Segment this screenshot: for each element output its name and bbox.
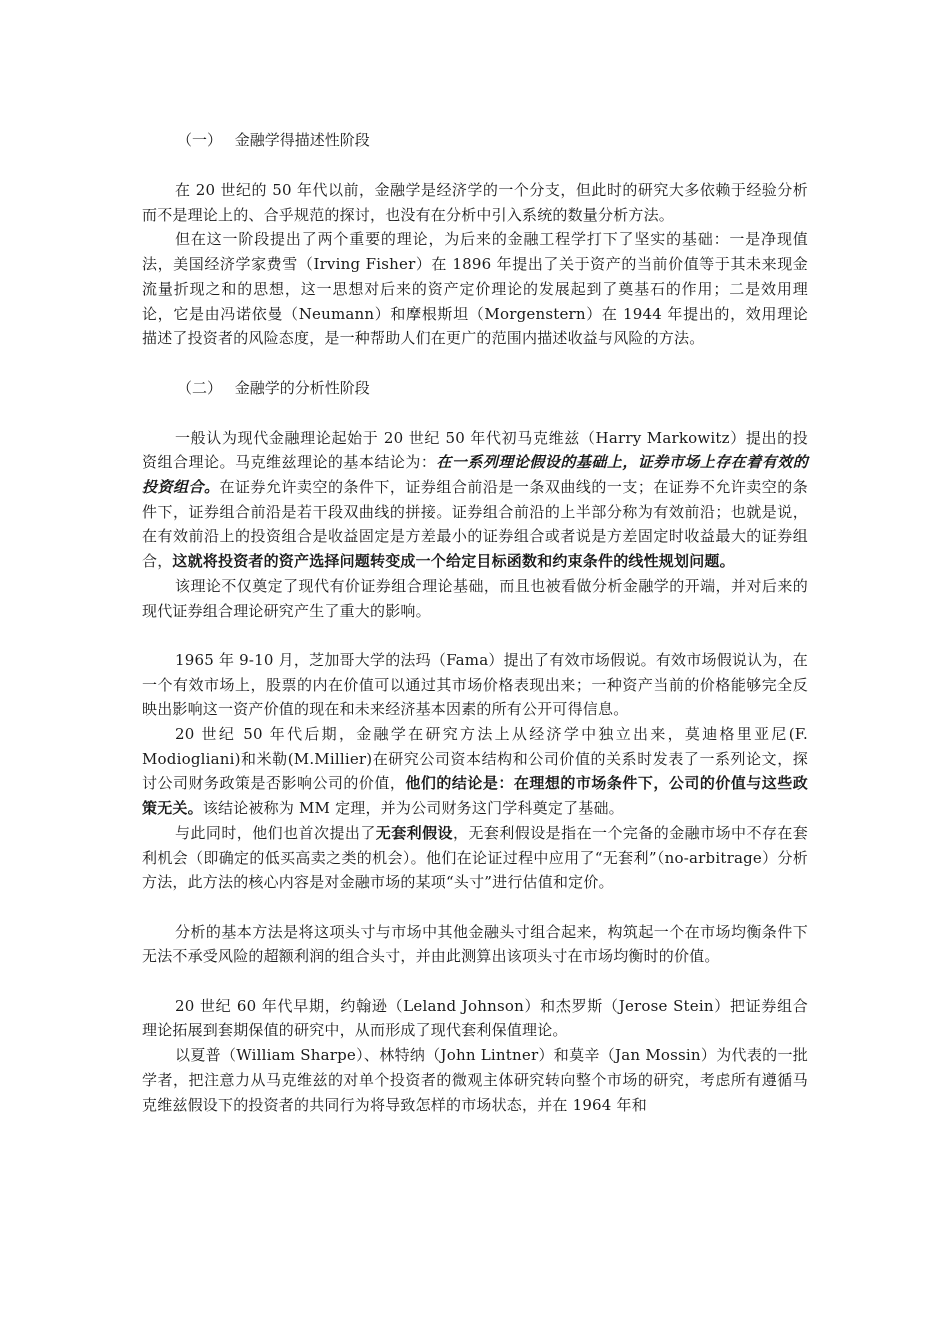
section-1-paragraph-1: 在 20 世纪的 50 年代以前，金融学是经济学的一个分支，但此时的研究大多依赖于经验分析而不是理论上的、合乎规范的探讨，也没有在分析中引入系统的数量分析方法。 bbox=[142, 181, 808, 224]
section-1-paragraph-2: 但在这一阶段提出了两个重要的理论，为后来的金融工程学打下了坚实的基础：一是净现值法，美国经济学家费雪（Irving Fisher）在 1896 年提出了关于资产的当前价值等于其未来现金流量折现之和的思想，这一思想对后来的资产定价理论的发展起到了奠基石的作用；二是效用理论，它是由冯诺依曼（Neumann）和摩根斯坦（Morgenstern）在 1944 年提出的，效用理论描述了投资者的风险态度，是一种帮助人们在更广的范围内描述收益与风险的方法。 bbox=[142, 230, 808, 348]
capm-scholars-paragraph: 以夏普（William Sharpe）、林特纳（John Lintner）和莫辛（Jan Mossin）为代表的一批学者，把注意力从马克维兹的对单个投资者的微观主体研究转向整个市场的研究，考虑所有遵循马克维兹假设下的投资者的共同行为将导致怎样的市场状态，并在 1964 年和 bbox=[142, 1046, 808, 1114]
markowitz-paragraph bbox=[142, 426, 808, 574]
mm-conclusion-emphasis: 他们的结论是：在理想的市场条件下，公司的价值与这些政策无关。 bbox=[142, 774, 808, 818]
no-arbitrage-emphasis: 无套利假设 bbox=[375, 823, 454, 842]
no-arbitrage-paragraph bbox=[142, 821, 808, 895]
portfolio-theory-impact-paragraph: 该理论不仅奠定了现代有价证券组合理论基础，而且也被看做分析金融学的开端，并对后来的现代证券组合理论研究产生了重大的影响。 bbox=[142, 576, 808, 620]
paragraph-gap bbox=[142, 895, 808, 920]
section-1-title: 金融学得描述性阶段 bbox=[234, 131, 370, 149]
section-1-heading bbox=[142, 128, 808, 152]
paragraph-gap bbox=[142, 351, 808, 376]
mm-intro-text: 20 世纪 50 年代后期，金融学在研究方法上从经济学中独立出来，莫迪格里亚尼(F. Modiogliani)和米勒(M.Millier)在研究公司资本结构和公司价值的关系时发表了一系列论文，探讨公司财务政策是否影响公司的价值， bbox=[142, 725, 808, 793]
markowitz-frontier-text: 在证券允许卖空的条件下，证券组合前沿是一条双曲线的一支；在证券不允许卖空的条件下，证券组合前沿是若干段双曲线的拼接。证券组合前沿的上半部分称为有效前沿；也就是说，在有效前沿上的投资组合是收益固定是方差最小的证券组合或者说是方差固定时收益最大的证券组合， bbox=[142, 478, 808, 571]
markowitz-intro-text: 一般认为现代金融理论起始于 20 世纪 50 年代初马克维兹（Harry Markowitz）提出的投资组合理论。马克维兹理论的基本结论为： bbox=[142, 428, 808, 472]
paragraph-gap bbox=[142, 969, 808, 994]
mm-theorem-paragraph bbox=[142, 722, 808, 821]
hedging-theory-paragraph: 20 世纪 60 年代早期，约翰逊（Leland Johnson）和杰罗斯（Jerose Stein）把证券组合理论拓展到套期保值的研究中，从而形成了现代套利保值理论。 bbox=[142, 996, 808, 1040]
section-2-number: （二） bbox=[177, 378, 223, 397]
markowitz-linear-programming-emphasis: 这就将投资者的资产选择问题转变成一个给定目标函数和约束条件的线性规划问题。 bbox=[172, 552, 735, 571]
section-1-number: （一） bbox=[177, 131, 223, 149]
section-2-heading bbox=[142, 376, 808, 400]
no-arbitrage-detail-text: ，无套利假设是指在一个完备的金融市场中不存在套利机会（即确定的低买高卖之类的机会）。他们在论证过程中应用了“无套利”（no-arbitrage）分析方法，此方法的核心内容是对金融市场的某项“头寸”进行估值和定价。 bbox=[142, 823, 808, 892]
markowitz-conclusion-emphasis: 在一系列理论假设的基础上，证券市场上存在着有效的投资组合。 bbox=[142, 453, 808, 497]
mm-theorem-text: 该结论被称为 MM 定理，并为公司财务这门学科奠定了基础。 bbox=[202, 799, 624, 818]
section-2-title: 金融学的分析性阶段 bbox=[234, 378, 370, 397]
analysis-method-paragraph: 分析的基本方法是将这项头寸与市场中其他金融头寸组合起来，构筑起一个在市场均衡条件下无法不承受风险的超额利润的组合头寸，并由此测算出该项头寸在市场均衡时的价值。 bbox=[142, 922, 808, 966]
efficient-market-paragraph: 1965 年 9-10 月，芝加哥大学的法玛（Fama）提出了有效市场假说。有效市场假说认为，在一个有效市场上，股票的内在价值可以通过其市场价格表现出来；一种资产当前的价格能够完全反映出影响这一资产价值的现在和未来经济基本因素的所有公开可得信息。 bbox=[142, 650, 808, 719]
no-arbitrage-intro-text: 与此同时，他们也首次提出了 bbox=[175, 823, 376, 842]
paragraph-gap bbox=[142, 623, 808, 648]
